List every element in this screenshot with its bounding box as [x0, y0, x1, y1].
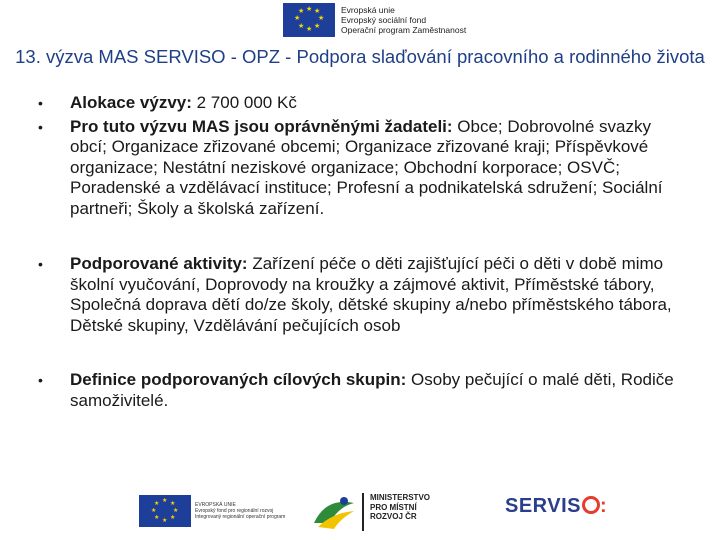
eu-logo-line: Evropský fond pro regionální rozvoj	[195, 508, 274, 514]
bullet-text: 2 700 000 Kč	[191, 93, 297, 112]
serviso-colon: :	[600, 495, 608, 517]
eu-logo-line: Evropský sociální fond	[341, 15, 427, 25]
list-item: • Definice podporovaných cílových skupin: Osoby pečující o malé děti, Rodiče samoživitelé.	[38, 370, 674, 410]
ministry-logo	[362, 493, 430, 531]
bullet-label: Alokace výzvy:	[70, 93, 192, 112]
footer-logos	[0, 485, 720, 540]
eu-logo-line: Operační program Zaměstnanost	[341, 25, 467, 35]
serviso-logo	[505, 495, 607, 518]
ministry-line: ROZVOJ ČR	[370, 512, 417, 521]
bullet-text: Zařízení péče o děti zajišťující péči o děti v době mimo školní vyučování, Doprovody na kroužky a zájmové aktivit, Příměstské tábory, Společná doprava dětí do/ze školy, dětské skupiny a/nebo příměstského tábora, Dětské skupiny, Vzdělávání pečujících osob	[70, 254, 672, 335]
list-item: • Pro tuto výzvu MAS jsou oprávněnými žadateli: Obce; Dobrovolné svazky obcí; Organizace zřizované obcemi; Organizace zřizované kraji; Příspěvkové organizace; Nestátní neziskové organizace; Obchodní korporace; OSVČ; Poradenské a vzdělávací instituce; Profesní a podnikatelská sdružení; Sociální partneři; Školy a školská zařízení.	[38, 116, 663, 218]
serviso-text: SERVIS	[505, 495, 581, 517]
page-title: 13. výzva MAS SERVISO - OPZ - Podpora slaďování pracovního a rodinného života	[15, 46, 705, 67]
eu-logo-line: EVROPSKÁ UNIE	[195, 502, 236, 508]
bullet-label: Podporované aktivity:	[70, 254, 248, 273]
eu-esf-logo	[283, 3, 466, 37]
bullet-text: Osoby pečující o malé děti, Rodiče samoživitelé.	[70, 370, 674, 410]
serviso-o-icon	[582, 496, 600, 514]
eu-erdf-logo	[139, 495, 285, 527]
eu-logo-line: Integrovaný regionální operační program	[195, 514, 286, 520]
irop-logo-icon	[310, 493, 358, 531]
ministry-line: MINISTERSTVO	[370, 493, 431, 502]
bullet-list	[38, 93, 678, 411]
bullet-text: Obce; Dobrovolné svazky obcí; Organizace zřizované obcemi; Organizace zřizované kraji; Příspěvkové organizace; Nestátní neziskové organizace; Obchodní korporace; OSVČ; Poradenské a vzdělávací instituce; Profesní a podnikatelská sdružení; Sociální partneři; Školy a školská zařízení.	[70, 116, 663, 218]
eu-flag-icon: ★ ★ ★ ★ ★ ★ ★ ★	[139, 495, 191, 527]
bullet-label: Definice podporovaných cílových skupin:	[70, 370, 407, 389]
list-item: • Alokace výzvy: 2 700 000 Kč	[38, 93, 297, 112]
ministry-line: PRO MÍSTNÍ	[370, 502, 417, 512]
bullet-label: Pro tuto výzvu MAS jsou oprávněnými žadateli:	[70, 116, 453, 136]
list-item: • Podporované aktivity: Zařízení péče o děti zajišťující péči o děti v době mimo školní vyučování, Doprovody na kroužky a zájmové aktivit, Příměstské tábory, Společná doprava dětí do/ze školy, dětské skupiny a/nebo příměstského tábora, Dětské skupiny, Vzdělávání pečujících osob	[38, 254, 672, 335]
eu-logo-line: Evropská unie	[341, 5, 395, 15]
eu-flag-icon: ★ ★ ★ ★ ★ ★ ★ ★	[283, 3, 335, 37]
